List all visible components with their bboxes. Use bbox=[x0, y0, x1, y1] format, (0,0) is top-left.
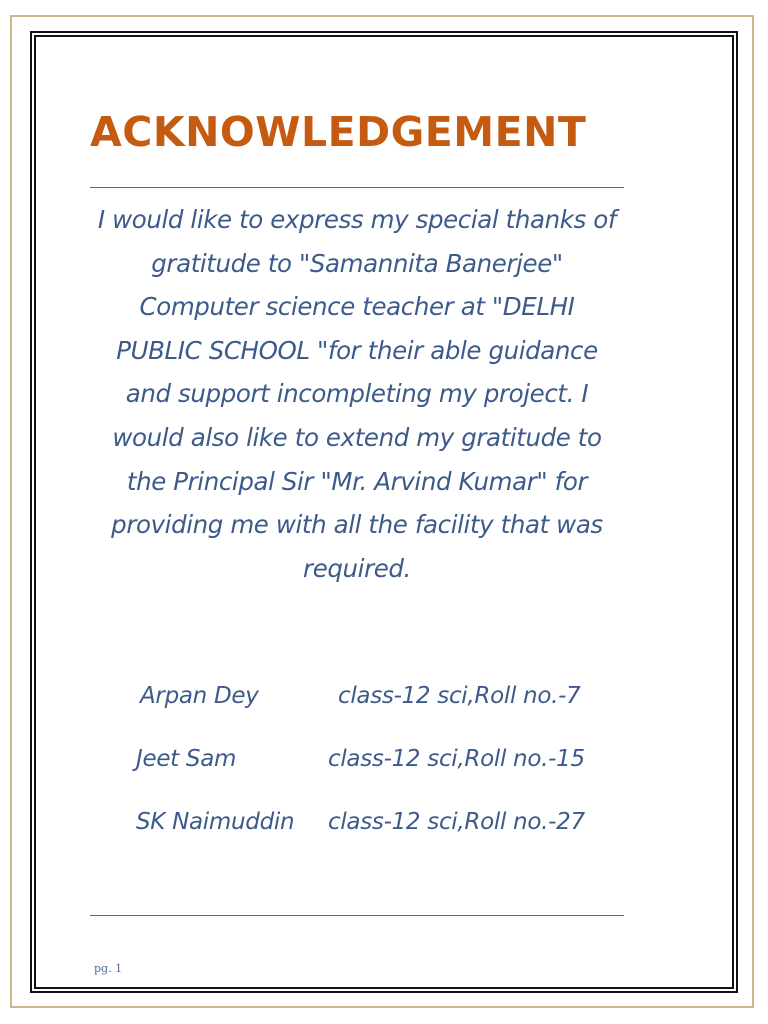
title-divider bbox=[90, 187, 624, 188]
page-number: pg. 1 bbox=[94, 962, 123, 975]
student-name: Jeet Sam bbox=[136, 746, 237, 772]
student-name: SK Naimuddin bbox=[136, 809, 295, 835]
acknowledgement-paragraph: I would like to express my special thanks of gratitude to "Samannita Banerjee" Computer science teacher at "DELHI PUBLIC SCHOOL "for their able guidance and support incompleting my project. I would also like to extend my gratitude to the Principal Sir "Mr. Arvind Kumar" for providing me with all the facility that was required. bbox=[97, 205, 617, 583]
student-class-roll: class-12 sci,Roll no.-7 bbox=[338, 683, 581, 709]
student-class-roll: class-12 sci,Roll no.-15 bbox=[328, 746, 585, 772]
student-class-roll: class-12 sci,Roll no.-27 bbox=[328, 809, 585, 835]
student-name: Arpan Dey bbox=[140, 683, 259, 709]
page-title: ACKNOWLEDGEMENT bbox=[90, 108, 587, 156]
footer-divider bbox=[90, 915, 624, 916]
